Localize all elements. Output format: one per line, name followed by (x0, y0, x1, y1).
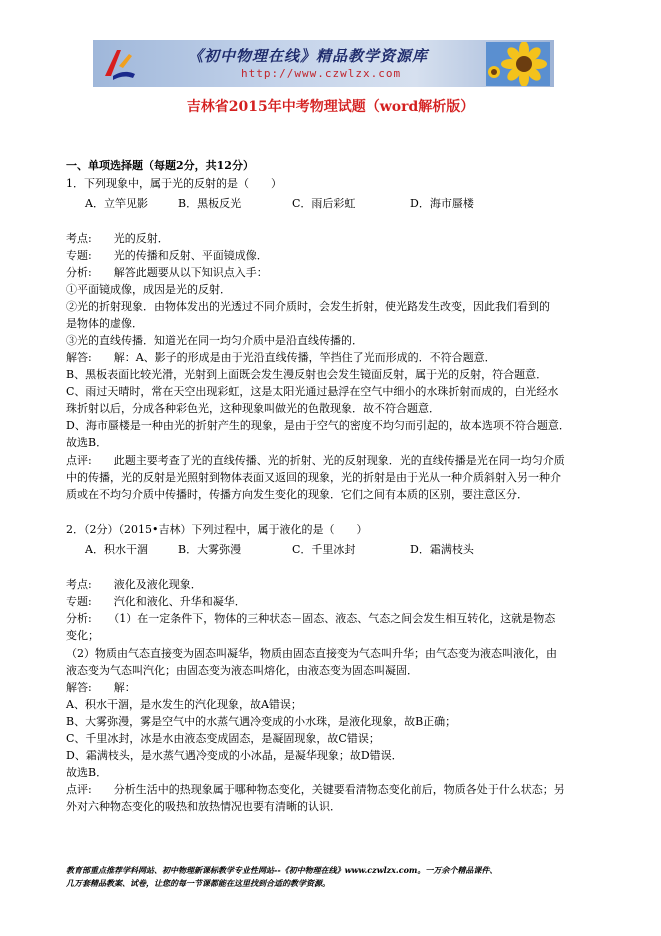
header-banner (93, 40, 554, 87)
q2-line: 专题: 汽化和液化、升华和凝华． (66, 595, 246, 608)
q2-line: D、霜满枝头，是水蒸气遇冷变成的小冰晶，是凝华现象；故D错误． (66, 749, 403, 762)
question-1-stem: 1．下列现象中，属于光的反射的是（ ） (66, 177, 282, 190)
section-heading: 一、单项选择题（每题2分，共12分） (66, 159, 254, 172)
q1-line: 专题: 光的传播和反射、平面镜成像． (66, 249, 268, 262)
q2-line: 液态变为气态叫汽化；由固态变为液态叫熔化，由液态变为固态叫凝固． (66, 664, 418, 677)
q2-line: 点评: 分析生活中的热现象属于哪种物态变化，关键要看清物态变化前后，物质各处于什么状态；另 (66, 783, 565, 796)
banner-brand: 《初中物理在线》精品教学资源库 (188, 47, 429, 65)
q2-option-b: B．大雾弥漫 (178, 543, 242, 556)
q2-line: B、大雾弥漫，雾是空气中的水蒸气遇冷变成的小水珠，是液化现象，故B正确； (66, 715, 457, 728)
logo-icon (99, 44, 139, 84)
question-2-stem: 2．（2分）（2015•吉林）下列过程中，属于液化的是（ ） (66, 523, 368, 536)
q2-line: 解答: 解： (66, 681, 136, 694)
footer-line: 几万套精品教案、试卷，让您的每一节课都能在这里找到合适的教学资源。 (66, 878, 330, 888)
q1-line: 中的传播，光的反射是光照射到物体表面又返回的现象，光的折射是由于光从一种介质斜射入另一种介 (66, 471, 561, 484)
q2-line: 外对六种物态变化的吸热和放热情况也要有清晰的认识． (66, 800, 341, 813)
q1-line: 考点: 光的反射． (66, 232, 169, 245)
q1-line: 是物体的虚像． (66, 317, 143, 330)
q1-line: C、雨过天晴时，常在天空出现彩虹，这是太阳光通过悬浮在空气中细小的水珠折射而成的，白光经水 (66, 385, 559, 398)
q2-option-c: C．千里冰封 (292, 543, 356, 556)
q1-line: 故选B． (66, 436, 108, 449)
banner-url[interactable]: http://www.czwlzx.com (241, 67, 402, 80)
q2-line: 分析: （1）在一定条件下，物体的三种状态－固态、液态、气态之间会发生相互转化，这就是物态 (66, 612, 556, 625)
q1-option-c: C．雨后彩虹 (292, 197, 356, 210)
q2-line: C、千里冰封，冰是水由液态变成固态，是凝固现象，故C错误； (66, 732, 380, 745)
q2-line: 变化； (66, 629, 99, 642)
q1-line: D、海市蜃楼是一种由光的折射产生的现象，是由于空气的密度不均匀而引起的，故本选项不符合题意． (66, 419, 570, 432)
q1-line: 珠折射以后，分成各种彩色光，这种现象叫做光的色散现象．故不符合题意． (66, 402, 440, 415)
q2-line: 考点: 液化及液化现象． (66, 578, 202, 591)
q2-option-a: A．积水干涸 (85, 543, 148, 556)
q1-line: 点评: 此题主要考查了光的直线传播、光的折射、光的反射现象．光的直线传播是光在同一均匀介质 (66, 454, 565, 467)
q2-line: （2）物质由气态直接变为固态叫凝华，物质由固态直接变为气态叫升华；由气态变为液态叫液化，由 (66, 647, 557, 660)
q1-line: 解答: 解：A、影子的形成是由于光沿直线传播，竿挡住了光而形成的．不符合题意． (66, 351, 496, 364)
footer-line: 教育部重点推荐学科网站、初中物理新课标教学专业性网站--《初中物理在线》www.czwlzx.com。一万余个精品课件、 (66, 865, 498, 875)
q2-line: A、积水干涸，是水发生的汽化现象，故A错误； (66, 698, 302, 711)
q1-line: ①平面镜成像，成因是光的反射． (66, 283, 231, 296)
sunflower-icon (486, 42, 550, 86)
q1-line: ③光的直线传播．知道光在同一均匀介质中是沿直线传播的． (66, 334, 363, 347)
q2-line: 故选B． (66, 766, 108, 779)
q2-option-d: D．霜满枝头 (410, 543, 474, 556)
q1-line: ②光的折射现象．由物体发出的光透过不同介质时，会发生折射，使光路发生改变，因此我们看到的 (66, 300, 550, 313)
page-title: 吉林省2015年中考物理试题（word解析版） (186, 99, 475, 115)
q1-line: B、黑板表面比较光滑，光射到上面既会发生漫反射也会发生镜面反射，属于光的反射，符合题意． (66, 368, 548, 381)
q1-option-b: B．黑板反光 (178, 197, 242, 210)
q1-line: 分析: 解答此题要从以下知识点入手： (66, 266, 268, 279)
q1-option-d: D．海市蜃楼 (410, 197, 474, 210)
q1-line: 质或在不均匀介质中传播时，传播方向发生变化的现象．它们之间有本质的区别，要注意区分． (66, 488, 528, 501)
q1-option-a: A．立竿见影 (85, 197, 148, 210)
